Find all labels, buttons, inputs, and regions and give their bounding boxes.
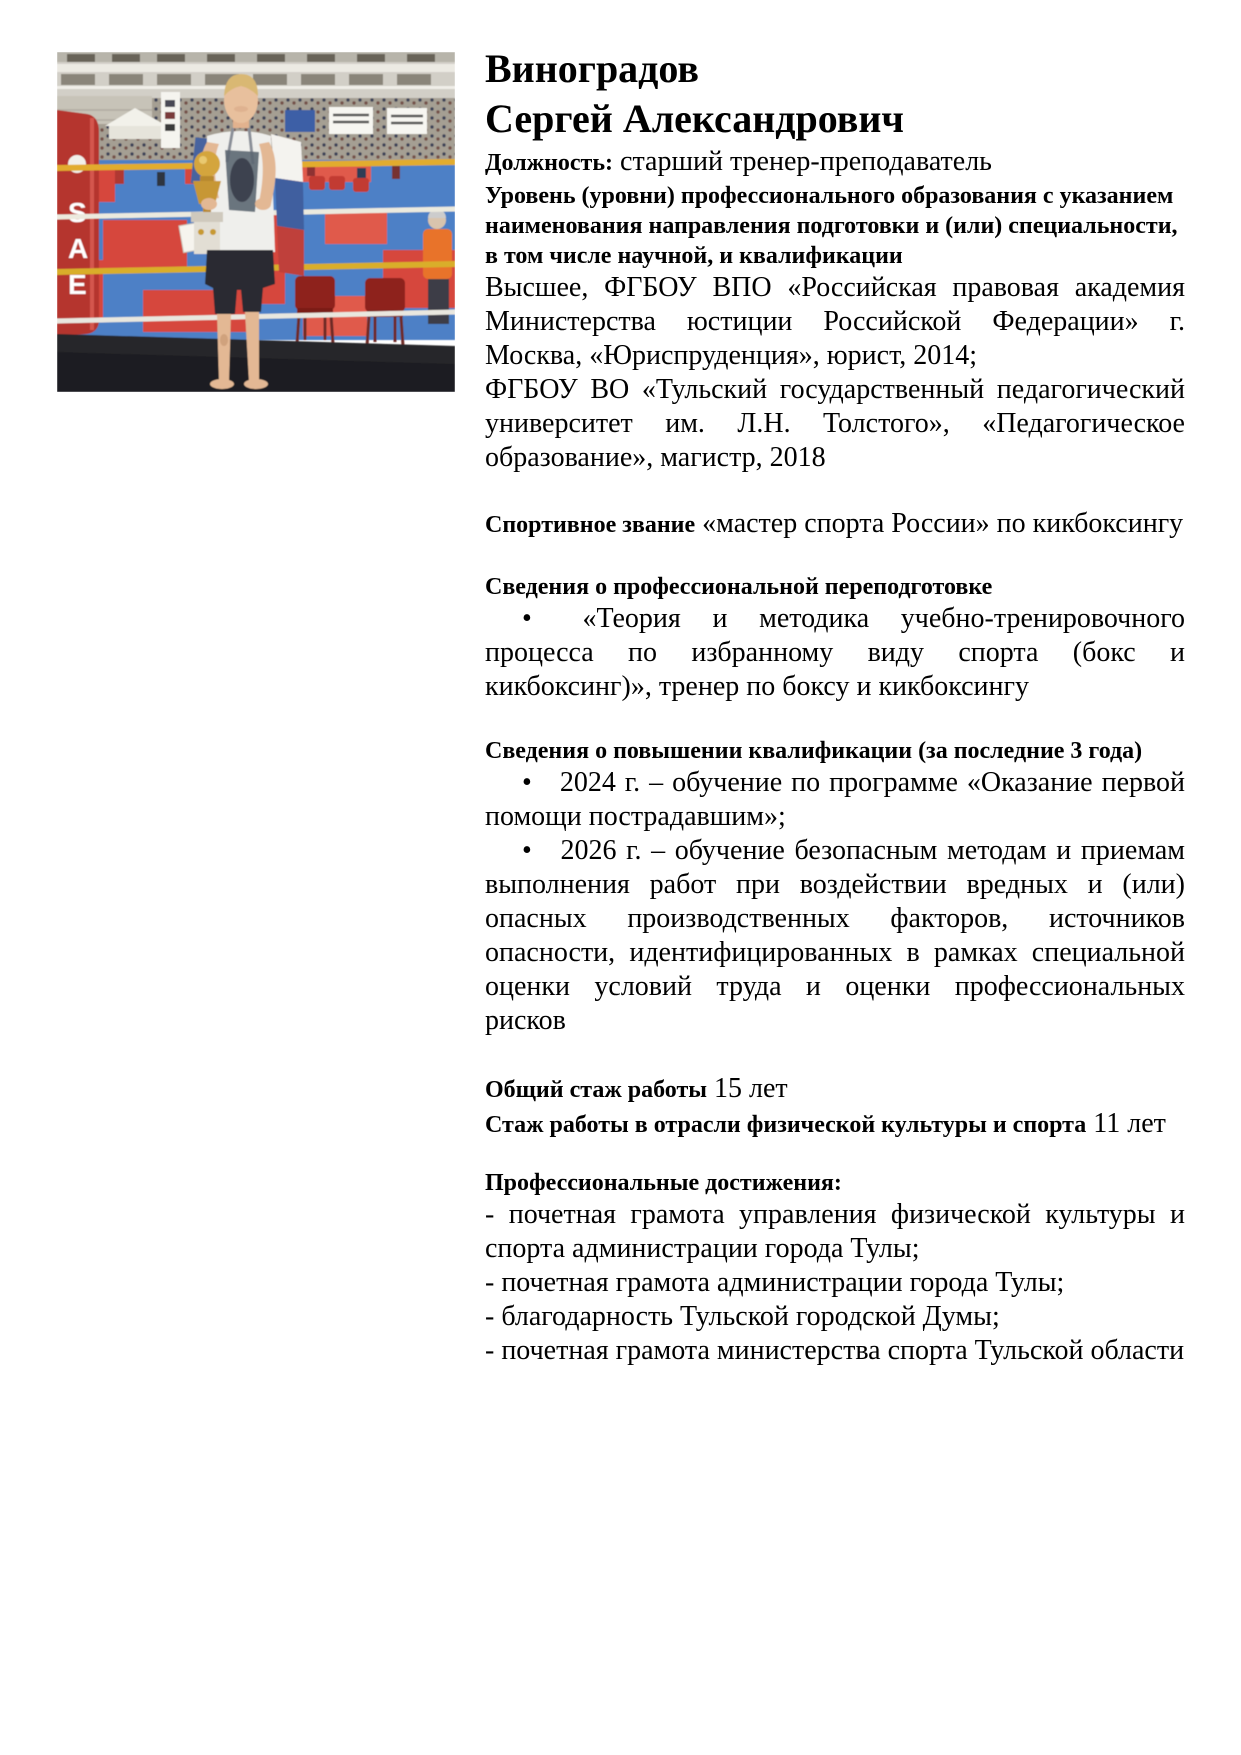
- education-heading: Уровень (уровни) профессионального образования с указанием наименования направления подготовки и (или) специальности, в том числе научной, и квалификации: [485, 183, 1178, 269]
- left-hand: [255, 198, 271, 210]
- person-first-middle-name: Сергей Александрович: [485, 96, 904, 141]
- achievement-item: - почетная грамота управления физической культуры и спорта администрации города Тулы;: [485, 1199, 1185, 1264]
- education-item: ФГБОУ ВО «Тульский государственный педагогический университет им. Л.Н. Толстого», «Педагогическое образование», магистр, 2018: [485, 374, 1185, 473]
- background-chairs: [309, 176, 369, 192]
- right-hand: [201, 198, 217, 210]
- achievement-item: - почетная грамота администрации города Тулы;: [485, 1267, 1065, 1298]
- person-last-name: Виноградов: [485, 46, 700, 91]
- sport-rank-line: [485, 507, 1185, 542]
- achievement-item: - благодарность Тульской городской Думы;: [485, 1301, 1000, 1332]
- medals: [230, 158, 254, 202]
- achievements-heading: Профессиональные достижения:: [485, 1170, 842, 1196]
- retraining-bullet: • «Теория и методика учебно-тренировочного процесса по избранному виду спорта (бокс и кикбоксинг)», тренер по боксу и кикбоксингу: [485, 603, 1185, 702]
- wall-signs: [285, 107, 427, 134]
- profile-photo: [57, 52, 455, 392]
- sport-rank-label: Спортивное звание: [485, 512, 696, 538]
- industry-experience-value: 11 лет: [1093, 1108, 1166, 1139]
- industry-experience-line: [485, 1107, 1185, 1142]
- education-item: Высшее, ФГБОУ ВПО «Российская правовая академия Министерства юстиции Российской Федерации» г. Москва, «Юриспруденция», юрист, 2014;: [485, 272, 1185, 371]
- qualification-bullet: • 2024 г. – обучение по программе «Оказание первой помощи пострадавшим»;: [485, 767, 1186, 832]
- bullet-icon: •: [522, 835, 532, 866]
- sport-rank-value: «мастер спорта России» по кикбоксингу: [702, 508, 1184, 539]
- position-label: Должность:: [485, 150, 614, 176]
- qualification-bullet: • 2026 г. – обучение безопасным методам и приемам выполнения работ при воздействии вредных и (или) опасных производственных факторов, источников опасности, идентифицированных в рамках специальной оценки условий труда и оценки профессиональных рисков: [485, 835, 1185, 1036]
- profile-text-column: [485, 44, 1185, 1368]
- position-line: [485, 144, 1185, 181]
- pad-letter: E: [68, 269, 87, 300]
- pad-letter: S: [68, 197, 87, 228]
- vertical-banner: [161, 92, 180, 148]
- total-experience-value: 15 лет: [713, 1073, 788, 1104]
- total-experience-label: Общий стаж работы: [485, 1077, 707, 1103]
- foot: [210, 379, 234, 389]
- achievement-item: - почетная грамота министерства спорта Тульской области: [485, 1335, 1185, 1366]
- industry-experience-label: Стаж работы в отрасли физической культуры и спорта: [485, 1112, 1087, 1138]
- page-title: [485, 44, 1185, 144]
- retraining-heading: Сведения о профессиональной переподготовке: [485, 574, 993, 600]
- position-value: старший тренер-преподаватель: [620, 146, 992, 177]
- experience-block: [485, 1072, 1185, 1142]
- qualification-heading: Сведения о повышении квалификации (за последние 3 года): [485, 738, 1143, 764]
- bullet-icon: •: [522, 603, 532, 634]
- total-experience-line: [485, 1072, 1185, 1107]
- foot: [244, 379, 268, 389]
- right-leg: [217, 314, 231, 382]
- pad-letter: A: [68, 233, 89, 264]
- profile-photo-illustration: [57, 52, 455, 392]
- bullet-icon: •: [522, 767, 532, 798]
- ring-corner-pad: [57, 110, 99, 336]
